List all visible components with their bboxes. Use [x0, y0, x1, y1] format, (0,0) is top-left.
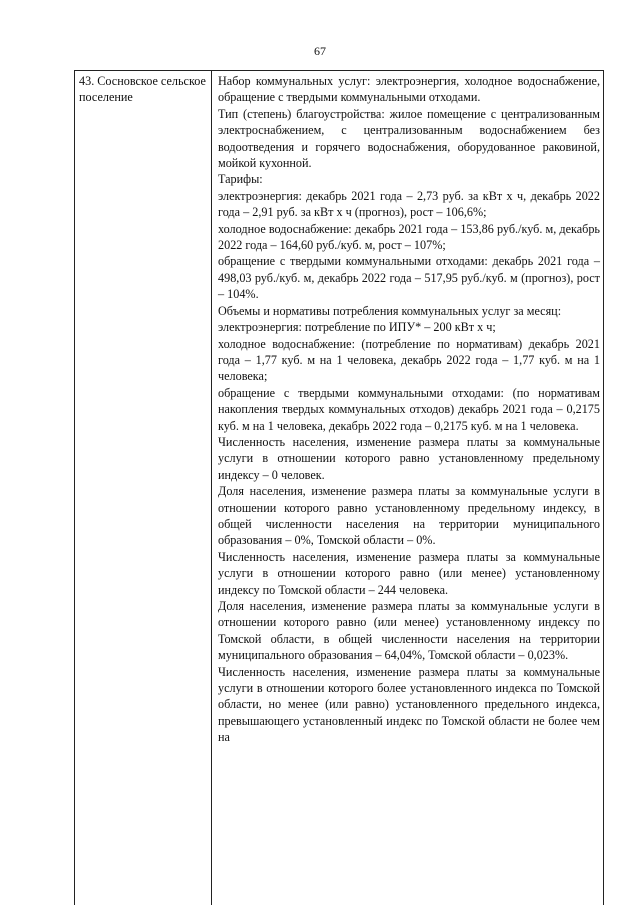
municipality-cell: 43. Сосновское сельское поселение — [79, 74, 206, 105]
page-number: 67 — [314, 44, 326, 58]
document-table — [74, 70, 604, 905]
paragraph-population-limit-count: Численность населения, изменение размера платы за коммунальные услуги в отношении которого равно установленному предельному индексу – 0 человек. — [218, 434, 600, 482]
paragraph-population-limit-share: Доля населения, изменение размера платы за коммунальные услуги в отношении которого равно установленному предельному индексу, в общей численности населения на территории муниципального образования – 0%, Томской области – 0%. — [218, 484, 600, 548]
description-cell — [218, 73, 600, 746]
paragraph-volume-waste: обращение с твердыми коммунальными отходами: (по нормативам накопления твердых коммунальных отходов) декабрь 2021 года – 0,2175 куб. м на 1 человека, декабрь 2022 года – 0,2175 куб. м на 1 человека. — [218, 385, 600, 433]
paragraph-volume-cold-water: холодное водоснабжение: (потребление по нормативам) декабрь 2021 года – 1,77 куб. м на 1 человека, декабрь 2022 года – 1,77 куб. м на 1 человека; — [218, 336, 600, 384]
paragraph-volumes-heading: Объемы и нормативы потребления коммунальных услуг за месяц: — [218, 303, 562, 318]
paragraph-population-region-share: Доля населения, изменение размера платы за коммунальные услуги в отношении которого равно (или менее) установленному индексу по Томской области, в общей численности населения на территории муниципального образования – 64,04%, Томской области – 0,023%. — [218, 599, 600, 663]
paragraph-population-above-region: Численность населения, изменение размера платы за коммунальные услуги в отношении которого более установленного индекса по Томской области, но менее (или равно) установленного предельного индекса, превышающего установленный индекс по Томской области не более чем на — [218, 664, 600, 745]
paragraph-services-set: Набор коммунальных услуг: электроэнергия, холодное водоснабжение, обращение с твердыми коммунальными отходами. — [218, 74, 600, 105]
paragraph-volume-electricity: электроэнергия: потребление по ИПУ* – 200 кВт х ч; — [218, 320, 496, 335]
paragraph-tariffs-heading: Тарифы: — [218, 172, 263, 187]
paragraph-tariff-cold-water: холодное водоснабжение: декабрь 2021 года – 153,86 руб./куб. м, декабрь 2022 года – 164,60 руб./куб. м, рост – 107%; — [218, 221, 600, 253]
paragraph-tariff-waste: обращение с твердыми коммунальными отходами: декабрь 2021 года – 498,03 руб./куб. м, декабрь 2022 года – 517,95 руб./куб. м (прогноз), рост – 104%. — [218, 254, 600, 302]
paragraph-tariff-electricity: электроэнергия: декабрь 2021 года – 2,73 руб. за кВт х ч, декабрь 2022 года – 2,91 руб. за кВт х ч (прогноз), рост – 106,6%; — [218, 188, 600, 220]
paragraph-population-region-count: Численность населения, изменение размера платы за коммунальные услуги в отношении которого равно (или менее) установленному индексу по Томской области – 244 человека. — [218, 549, 600, 597]
paragraph-amenity-type: Тип (степень) благоустройства: жилое помещение с централизованным электроснабжением, с централизованным водоснабжением без водоотведения и горячего водоснабжения, оборудованное раковиной, мойкой кухонной. — [218, 106, 600, 171]
column-divider — [211, 71, 212, 905]
